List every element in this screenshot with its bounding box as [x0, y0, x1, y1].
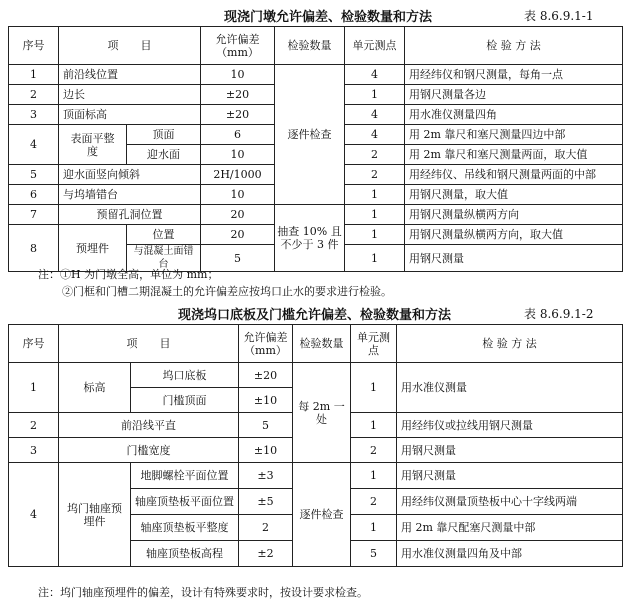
- row-points: 4: [345, 65, 405, 85]
- row-method: 用水准仪测量四角及中部: [397, 541, 623, 567]
- table-row: [9, 363, 623, 388]
- table-row: [9, 65, 623, 85]
- row-points: 1: [351, 413, 397, 438]
- row-points: 1: [345, 85, 405, 105]
- row-method: 用钢尺测量纵横两方向: [405, 205, 623, 225]
- row-method: 用 2m 靠尺和塞尺测量两面，取大值: [405, 145, 623, 165]
- header-points: 单元测点: [345, 27, 405, 65]
- row-tolerance: ±20: [201, 105, 275, 125]
- row-points: 1: [351, 515, 397, 541]
- header-item: 项 目: [59, 325, 239, 363]
- row-tolerance: 5: [201, 245, 275, 272]
- row-item: 门槛宽度: [59, 438, 239, 463]
- row-points: 2: [351, 489, 397, 515]
- row-subitem: 迎水面: [127, 145, 201, 165]
- header-seq: 序号: [9, 27, 59, 65]
- qty-group-b: 逐件检查: [293, 463, 351, 567]
- table1-title-row: [0, 4, 630, 24]
- row-method: 用钢尺测量各边: [405, 85, 623, 105]
- table2-note: 注：坞门轴座预埋件的偏差，设计有特殊要求时，按设计要求检查。: [38, 586, 368, 599]
- row-seq: 6: [9, 185, 59, 205]
- row-method: 用经纬仪、吊线和钢尺测量两面的中部: [405, 165, 623, 185]
- row-tolerance: 20: [201, 225, 275, 245]
- row-item: 边长: [59, 85, 201, 105]
- table1-note2: ②门框和门槽二期混凝土的允许偏差应按坞口止水的要求进行检验。: [62, 285, 392, 298]
- row-method: 用经纬仪和钢尺测量，每角一点: [405, 65, 623, 85]
- row-seq: 1: [9, 65, 59, 85]
- row-item: 前沿线平直: [59, 413, 239, 438]
- header-tolerance: 允许偏差（mm）: [201, 27, 275, 65]
- row-tolerance: 10: [201, 145, 275, 165]
- row-seq: 1: [9, 363, 59, 413]
- row-tolerance: 10: [201, 65, 275, 85]
- row-item: 预留孔洞位置: [59, 205, 201, 225]
- row-subitem: 位置: [127, 225, 201, 245]
- row-tolerance: ±2: [239, 541, 293, 567]
- row-method: 用钢尺测量纵横两方向，取大值: [405, 225, 623, 245]
- row-subitem: 轴座顶垫板平面位置: [131, 489, 239, 515]
- row-points: 1: [351, 363, 397, 413]
- row-tolerance: ±10: [239, 388, 293, 413]
- row-seq: 3: [9, 438, 59, 463]
- row-subitem: 轴座顶垫板高程: [131, 541, 239, 567]
- row-points: 4: [345, 105, 405, 125]
- header-qty: 检验数量: [293, 325, 351, 363]
- row-item: 表面平整度: [59, 125, 127, 165]
- header-method: 检 验 方 法: [397, 325, 623, 363]
- row-points: 1: [345, 205, 405, 225]
- row-tolerance: 10: [201, 185, 275, 205]
- table1-title: 现浇门墩允许偏差、检验数量和方法: [224, 10, 433, 25]
- row-seq: 4: [9, 463, 59, 567]
- row-subitem: 轴座顶垫板平整度: [131, 515, 239, 541]
- row-points: 2: [351, 438, 397, 463]
- row-item: 标高: [59, 363, 131, 413]
- header-tolerance: 允许偏差（mm）: [239, 325, 293, 363]
- row-tolerance: 2H/1000: [201, 165, 275, 185]
- header-item: 项 目: [59, 27, 201, 65]
- row-tolerance: 20: [201, 205, 275, 225]
- row-points: 2: [345, 145, 405, 165]
- row-seq: 2: [9, 85, 59, 105]
- table2-title-row: [0, 302, 630, 322]
- table-row: [9, 463, 623, 489]
- row-tolerance: ±20: [239, 363, 293, 388]
- header-qty: 检验数量: [275, 27, 345, 65]
- row-tolerance: ±5: [239, 489, 293, 515]
- row-points: 1: [351, 463, 397, 489]
- row-tolerance: ±10: [239, 438, 293, 463]
- row-method: 用 2m 靠尺和塞尺测量四边中部: [405, 125, 623, 145]
- row-seq: 8: [9, 225, 59, 272]
- row-seq: 4: [9, 125, 59, 165]
- table2-title: 现浇坞口底板及门槛允许偏差、检验数量和方法: [178, 308, 452, 323]
- row-points: 2: [345, 165, 405, 185]
- row-tolerance: 6: [201, 125, 275, 145]
- row-points: 1: [345, 185, 405, 205]
- header-points: 单元测点: [351, 325, 397, 363]
- table1-header-row: [9, 27, 623, 65]
- row-tolerance: 5: [239, 413, 293, 438]
- row-item: 顶面标高: [59, 105, 201, 125]
- row-tolerance: ±3: [239, 463, 293, 489]
- qty-group-a: 逐件检查: [275, 65, 345, 205]
- row-points: 4: [345, 125, 405, 145]
- row-subitem: 地脚螺栓平面位置: [131, 463, 239, 489]
- row-points: 1: [345, 225, 405, 245]
- table2: [8, 324, 623, 567]
- row-method: 用钢尺测量: [405, 245, 623, 272]
- row-item: 预埋件: [59, 225, 127, 272]
- row-method: 用水准仪测量四角: [405, 105, 623, 125]
- table2-number: 表 8.6.9.1-2: [524, 307, 594, 321]
- row-method: 用 2m 靠尺配塞尺测量中部: [397, 515, 623, 541]
- row-method: 用经纬仪测量顶垫板中心十字线两端: [397, 489, 623, 515]
- row-subitem: 门槛顶面: [131, 388, 239, 413]
- row-method: 用钢尺测量，取大值: [405, 185, 623, 205]
- row-subitem: 顶面: [127, 125, 201, 145]
- row-item: 坞门轴座预埋件: [59, 463, 131, 567]
- row-seq: 3: [9, 105, 59, 125]
- qty-group-a: 每 2m 一处: [293, 363, 351, 463]
- row-tolerance: ±20: [201, 85, 275, 105]
- row-method: 用水准仪测量: [397, 363, 623, 413]
- row-seq: 2: [9, 413, 59, 438]
- row-method: 用经纬仪或拉线用钢尺测量: [397, 413, 623, 438]
- qty-group-b: 抽查 10% 且不少于 3 件: [275, 205, 345, 272]
- row-points: 1: [345, 245, 405, 272]
- row-item: 前沿线位置: [59, 65, 201, 85]
- table1-note1: 注：①H 为门墩全高，单位为 mm；: [38, 268, 219, 281]
- row-seq: 5: [9, 165, 59, 185]
- row-item: 迎水面竖向倾斜: [59, 165, 201, 185]
- row-seq: 7: [9, 205, 59, 225]
- row-points: 5: [351, 541, 397, 567]
- row-tolerance: 2: [239, 515, 293, 541]
- row-method: 用钢尺测量: [397, 438, 623, 463]
- header-method: 检 验 方 法: [405, 27, 623, 65]
- row-item: 与坞墙错台: [59, 185, 201, 205]
- header-seq: 序号: [9, 325, 59, 363]
- row-subitem: 与混凝土面错台: [127, 245, 201, 272]
- table1: [8, 26, 623, 272]
- row-method: 用钢尺测量: [397, 463, 623, 489]
- table-row: [9, 205, 623, 225]
- row-subitem: 坞口底板: [131, 363, 239, 388]
- table1-number: 表 8.6.9.1-1: [524, 9, 594, 23]
- table2-header-row: [9, 325, 623, 363]
